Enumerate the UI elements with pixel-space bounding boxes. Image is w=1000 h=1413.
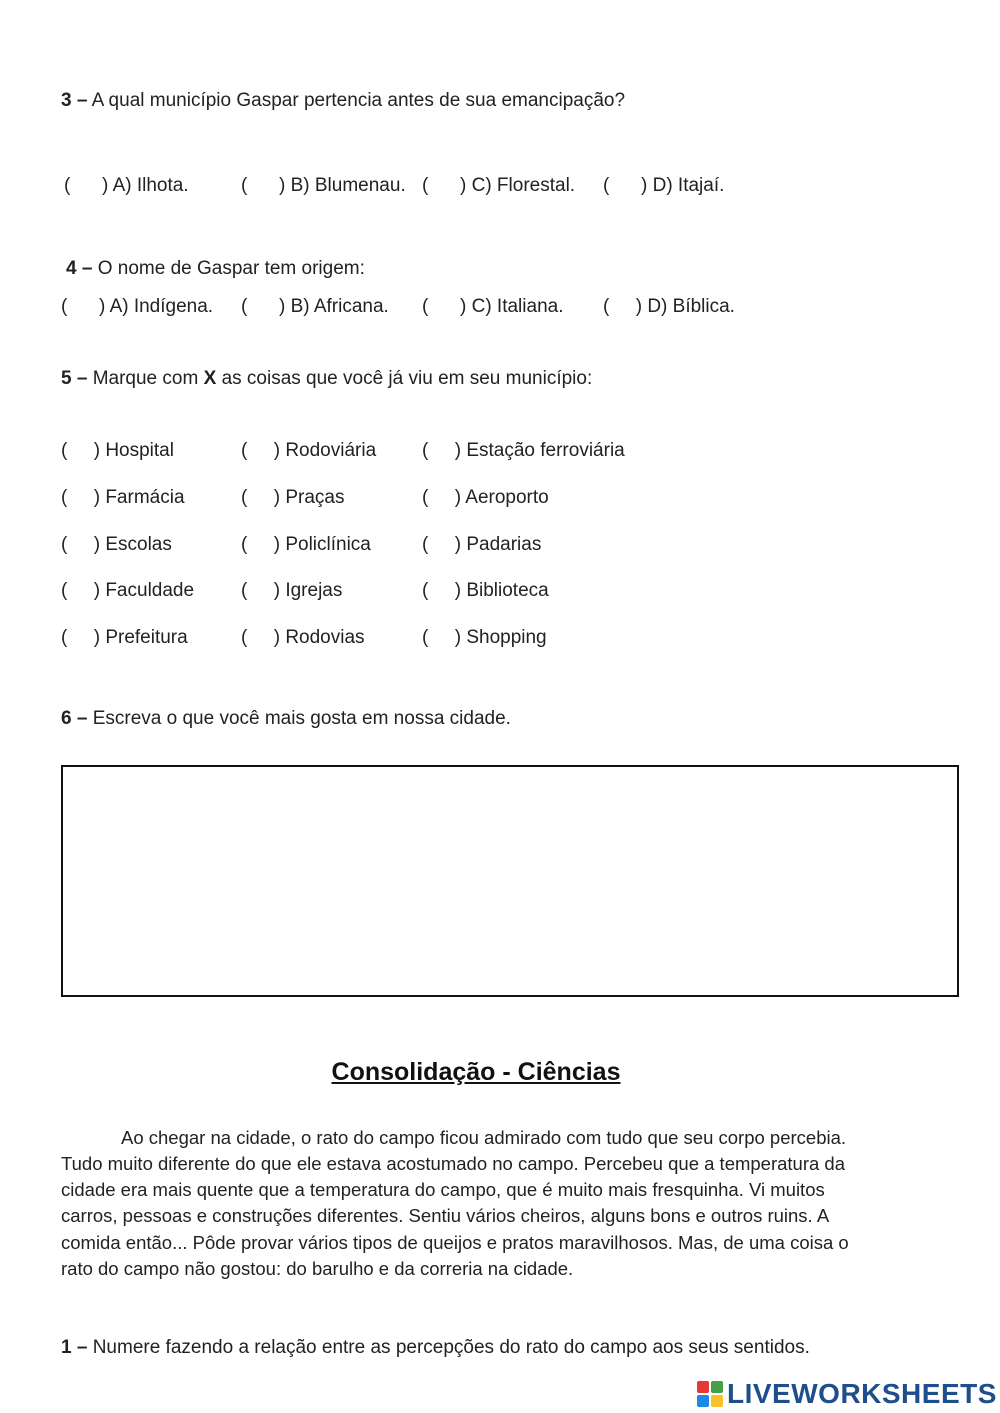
q4-option-b[interactable]: ( ) B) Africana. [241,296,389,317]
checklist-item-label: Shopping [466,627,547,648]
q3-option-a[interactable]: ( ) A) Ilhota. [64,175,189,196]
checklist-item[interactable]: ( ) Escolas [61,534,172,555]
checklist-item[interactable]: ( ) Rodovias [241,627,365,648]
checklist-item[interactable]: ( ) Prefeitura [61,627,188,648]
question-4 [66,258,365,280]
checklist-item-label: Farmácia [105,487,185,508]
q3-option-a-label: A) Ilhota. [112,175,189,196]
question-5 [61,368,592,390]
checklist-item[interactable]: ( ) Praças [241,487,345,508]
q4-option-a-label: A) Indígena. [109,296,214,317]
checklist-item-label: Padarias [466,534,542,555]
q3-option-c[interactable]: ( ) C) Florestal. [422,175,576,196]
liveworksheets-logo-text: LIVEWORKSHEETS [727,1378,997,1409]
logo-square-red [697,1381,709,1393]
checklist-item[interactable]: ( ) Estação ferroviária [422,440,625,461]
question-3-number: 3 – [61,90,88,111]
question-6-text: Escreva o que você mais gosta em nossa cidade. [92,708,511,729]
question-4-number: 4 – [66,258,93,279]
question-6 [61,708,511,730]
science-question-1 [61,1337,810,1359]
paragraph-line: Ao chegar na cidade, o rato do campo ficou admirado com tudo que seu corpo percebia. [121,1127,847,1148]
checklist-item-label: Aeroporto [465,487,549,508]
checklist-item-label: Prefeitura [105,627,188,648]
q4-option-d-label: D) Bíblica. [647,296,735,317]
checklist-item[interactable]: ( ) Farmácia [61,487,185,508]
checklist-item[interactable]: ( ) Padarias [422,534,542,555]
question-5-bold-letter: X [203,368,217,389]
q3-option-d[interactable]: ( ) D) Itajaí. [603,175,725,196]
q3-option-c-label: C) Florestal. [471,175,576,196]
checklist-item-label: Rodovias [285,627,365,648]
q4-option-c[interactable]: ( ) C) Italiana. [422,296,564,317]
checklist-item-label: Rodoviária [285,440,377,461]
q4-option-b-label: B) Africana. [290,296,389,317]
answer-box[interactable] [61,765,959,997]
checklist-item[interactable]: ( ) Igrejas [241,580,343,601]
paragraph-line: cidade era mais quente que a temperatura do campo, que é muito mais fresquinha. Vi muitos [61,1179,825,1200]
checklist-item[interactable]: ( ) Hospital [61,440,174,461]
paragraph-line: rato do campo não gostou: do barulho e da correria na cidade. [61,1258,574,1279]
paragraph-line: carros, pessoas e construções diferentes. Sentiu vários cheiros, alguns bons e outros ruins. A [61,1205,830,1226]
checklist-item-label: Hospital [105,440,174,461]
q4-option-a[interactable]: ( ) A) Indígena. [61,296,214,317]
question-3-text: A qual município Gaspar pertencia antes de sua emancipação? [91,90,626,111]
checklist-item[interactable]: ( ) Shopping [422,627,547,648]
section-title: Consolidação - Ciências [331,1058,621,1086]
paragraph-line: Tudo muito diferente do que ele estava acostumado no campo. Percebeu que a temperatura da [61,1153,846,1174]
checklist-item-label: Biblioteca [466,580,549,601]
question-5-number: 5 – [61,368,88,389]
paragraph-line: comida então... Pôde provar vários tipos de queijos e pratos maravilhosos. Mas, de uma coisa o [61,1232,849,1253]
logo-square-green [711,1381,723,1393]
q4-option-c-label: C) Italiana. [471,296,564,317]
checklist-item[interactable]: ( ) Biblioteca [422,580,549,601]
checklist-item-label: Praças [285,487,345,508]
q3-option-b-label: B) Blumenau. [290,175,406,196]
checklist-item[interactable]: ( ) Policlínica [241,534,371,555]
logo-square-yellow [711,1395,723,1407]
checklist-item-label: Estação ferroviária [466,440,625,461]
q3-option-b[interactable]: ( ) B) Blumenau. [241,175,406,196]
checklist-item-label: Policlínica [285,534,371,555]
checklist-item[interactable]: ( ) Faculdade [61,580,195,601]
question-5-text-before: Marque com [92,368,199,389]
checklist-item[interactable]: ( ) Aeroporto [422,487,549,508]
liveworksheets-logo-icon [697,1381,723,1407]
question-5-text-after: as coisas que você já viu em seu município: [221,368,593,389]
question-6-number: 6 – [61,708,88,729]
logo-square-blue [697,1395,709,1407]
science-question-1-text: Numere fazendo a relação entre as percepções do rato do campo aos seus sentidos. [92,1337,810,1358]
science-question-1-number: 1 – [61,1337,88,1358]
q3-option-d-label: D) Itajaí. [652,175,725,196]
question-4-text: O nome de Gaspar tem origem: [97,258,365,279]
q4-option-d[interactable]: ( ) D) Bíblica. [603,296,735,317]
question-3 [61,90,625,112]
checklist-item-label: Escolas [105,534,172,555]
liveworksheets-logo [697,1376,997,1412]
checklist-item-label: Igrejas [285,580,343,601]
checklist-item-label: Faculdade [105,580,195,601]
checklist-item[interactable]: ( ) Rodoviária [241,440,377,461]
